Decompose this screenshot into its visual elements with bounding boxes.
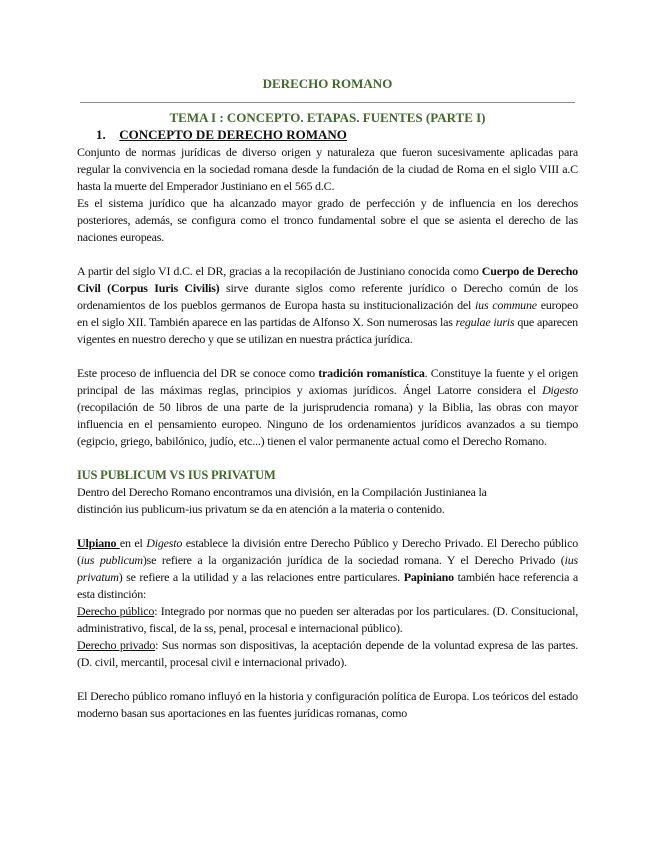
paragraph-tradicion <box>77 365 578 450</box>
italic-term: ius publicum <box>80 553 143 567</box>
text-span: en el <box>119 536 147 550</box>
text-span: europeo en el siglo XII. También aparece en las partidas de Alfonso X. Son numerosas las <box>77 298 578 329</box>
paragraph-ulpiano <box>77 535 578 603</box>
bold-term: Ulpiano <box>77 536 120 550</box>
underlined-term: Derecho público <box>77 604 155 618</box>
text-span: también hace referencia a esta distinción: <box>77 570 578 601</box>
text-span: sirve durante siglos como referente jurídico o Derecho común de los ordenamientos de los pueblos germanos de Europa hasta su institucionalización del <box>77 281 578 312</box>
tema-heading: TEMA I : CONCEPTO. ETAPAS. FUENTES (PARTE I) <box>169 110 486 125</box>
paragraph-justiniano <box>77 263 578 348</box>
section-title: CONCEPTO DE DERECHO ROMANO <box>119 127 347 142</box>
paragraph-system: Es el sistema jurídico que ha alcanzado mayor grado de perfección y de influencia en los derechos posteriores, además, se configura como el tronco fundamental sobre el que se asienta el derecho de las naciones europeas. <box>77 196 578 244</box>
heading-ius <box>77 467 578 484</box>
subsection-heading: IUS PUBLICUM VS IUS PRIVATUM <box>77 468 276 482</box>
paragraph-definition: Conjunto de normas jurídicas de diverso origen y naturaleza que fueron sucesivamente aplicadas para regular la convivencia en la sociedad romana desde la fundación de la ciudad de Roma en el siglo VIII a.C hasta la muerte del Emperador Justiniano en el 565 d.C. <box>77 145 578 193</box>
italic-term: ius privatum <box>77 553 578 584</box>
document-body <box>77 144 578 722</box>
underlined-term: Derecho privado <box>77 638 156 652</box>
paragraph-division-line1: Dentro del Derecho Romano encontramos una división, en la Compilación Justinianea la <box>77 485 487 499</box>
italic-term: Digesto <box>146 536 183 550</box>
italic-term: ius commune <box>475 298 537 312</box>
italic-term: regulae iuris <box>455 315 515 329</box>
italic-term: Digesto <box>542 383 578 397</box>
text-span: A partir del siglo VI d.C. el DR, gracias a la recopilación de Justiniano conocida como <box>77 264 482 278</box>
text-span: )se refiere a la organización jurídica de la sociedad romana. Y el Derecho Privado ( <box>142 553 565 567</box>
document-title: DERECHO ROMANO <box>262 76 393 91</box>
bold-term: Papiniano <box>403 570 454 584</box>
paragraph-derecho-privado <box>77 637 578 671</box>
paragraph-influencia: El Derecho público romano influyó en la historia y configuración política de Europa. Los teóricos del estado moderno basan sus aportaciones en las fuentes jurídicas romanas, como <box>77 689 578 720</box>
paragraph-derecho-publico <box>77 603 578 637</box>
text-span: : Sus normas son dispositivas, la aceptación depende de la voluntad expresa de las partes. (D. civil, mercantil, procesal civil e internacional privado). <box>77 638 578 669</box>
text-span: : Integrado por normas que no pueden ser alteradas por los particulares. (D. Consitucional, administrativo, fiscal, de la ss, penal, procesal e internacional público). <box>77 604 578 635</box>
text-span: ) se refiere a la utilidad y a las relaciones entre particulares. <box>118 570 404 584</box>
section-number: 1. <box>96 127 106 142</box>
text-span: (recopilación de 50 libros de una parte de la jurisprudencia romana) y la Biblia, las obras con mayor influencia en el pensamiento europeo. Ninguno de los ordenamientos jurídicos avanzados a su tiempo (egipcio, griego, babilónico, judío, etc...) tienen el valor permanente actual como el Derecho Romano. <box>77 400 578 448</box>
text-span: . Constituye la fuente y el origen principal de las máximas reglas, principios y axiomas jurídicos. Ángel Latorre considera el <box>77 366 578 397</box>
section-heading <box>96 127 347 143</box>
paragraph-division-line2: distinción ius publicum-ius privatum se da en atención a la materia o contenido. <box>77 502 445 516</box>
text-span: que aparecen vigentes en nuestro derecho y que se utilizan en nuestra práctica jurídica. <box>77 315 578 346</box>
text-span: establece la división entre Derecho Público y Derecho Privado. El Derecho público ( <box>77 536 578 567</box>
bold-term: Cuerpo de Derecho Civil (Corpus Iuris Civilis) <box>77 264 578 295</box>
text-span: Este proceso de influencia del DR se conoce como <box>77 366 319 380</box>
bold-term: tradición romanística <box>318 366 425 380</box>
title-divider <box>80 102 575 103</box>
